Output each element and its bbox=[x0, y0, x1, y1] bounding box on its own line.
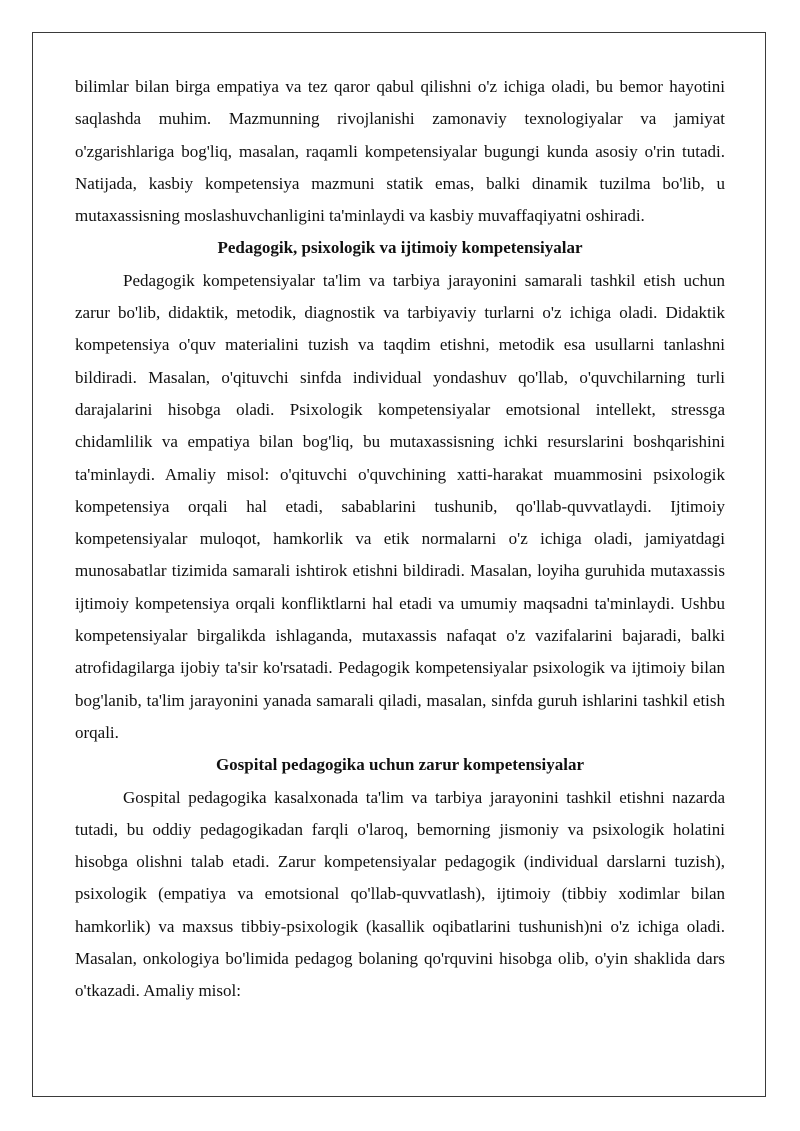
section-heading-competencies: Pedagogik, psixologik va ijtimoiy kompetensiyalar bbox=[217, 238, 583, 258]
paragraph-competencies: Pedagogik kompetensiyalar ta'lim va tarbiya jarayonini samarali tashkil etish uchun zarur bo'lib, didaktik, metodik, diagnostik va tarbiyaviy turlarni o'z ichiga oladi. Didaktik kompetensiya o'quv materialini tuzish va taqdim etishni, metodik esa usullarni tanlashni bildiradi. Masalan, o'qituvchi sinfda individual yondashuv qo'llab, o'quvchilarning turli darajalarini hisobga oladi. Psixologik kompetensiyalar emotsional intellekt, stressga chidamlilik va empatiya bilan bog'liq, bu mutaxassisning ichki resurslarini boshqarishini ta'minlaydi. Amaliy misol: o'qituvchi o'quvchining xatti-harakat muammosini psixologik kompetensiya orqali hal etadi, sabablarini tushunib, qo'llab-quvvatlaydi. Ijtimoiy kompetensiyalar muloqot, hamkorlik va etik normalarni o'z ichiga oladi, jamiyatdagi munosabatlar tizimida samarali ishtirok etishni bildiradi. Masalan, loyiha guruhida mutaxassis ijtimoiy kompetensiya orqali konfliktlarni hal etadi va umumiy maqsadni ta'minlaydi. Ushbu kompetensiyalar birgalikda ishlaganda, mutaxassis nafaqat o'z vazifalarini bajaradi, balki atrofidagilarga ijobiy ta'sir ko'rsatadi. Pedagogik kompetensiyalar psixologik va ijtimoiy bilan bog'lanib, ta'lim jarayonini yanada samarali qiladi, masalan, sinfda guruh ishlarini tashkil etish orqali. bbox=[75, 270, 725, 742]
document-body bbox=[75, 71, 725, 1008]
section-heading-hospital-pedagogy: Gospital pedagogika uchun zarur kompetensiyalar bbox=[215, 755, 585, 775]
paragraph-continued: bilimlar bilan birga empatiya va tez qaror qabul qilishni o'z ichiga oladi, bu bemor hayotini saqlashda muhim. Mazmunning rivojlanishi zamonaviy texnologiyalar va jamiyat o'zgarishlariga bog'liq, masalan, raqamli kompetensiyalar bugungi kunda asosiy o'rin tutadi. Natijada, kasbiy kompetensiya mazmuni statik emas, balki dinamik tuzilma bo'lib, u mutaxassisning moslashuvchanligini ta'minlaydi va kasbiy muvaffaqiyatni oshiradi. bbox=[75, 77, 725, 226]
paragraph-hospital-pedagogy: Gospital pedagogika kasalxonada ta'lim va tarbiya jarayonini tashkil etishni nazarda tutadi, bu oddiy pedagogikadan farqli o'laroq, bemorning jismoniy va psixologik holatini hisobga olishni talab etadi. Zarur kompetensiyalar pedagogik (individual darslarni tuzish), psixologik (empatiya va emotsional qo'llab-quvvatlash), ijtimoiy (tibbiy xodimlar bilan hamkorlik) va maxsus tibbiy-psixologik (kasallik oqibatlarini tushunish)ni o'z ichiga oladi. Masalan, onkologiya bo'limida pedagog bolaning qo'rquvini hisobga olib, o'yin shaklida dars o'tkazadi. Amaliy misol: bbox=[75, 787, 725, 1001]
